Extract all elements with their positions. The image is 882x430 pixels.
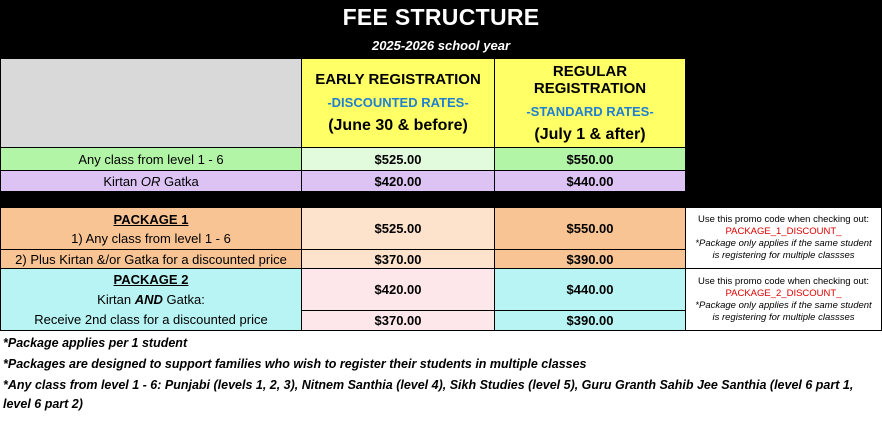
- footnote-1: *Package applies per 1 student: [3, 336, 188, 350]
- package-1-promo-box: [685, 207, 882, 269]
- package-1-promo-note-1: *Package only applies if the same student: [695, 238, 872, 249]
- package-2-early-price: $420.00: [301, 268, 495, 311]
- kirtan-or-gatka-early-price: $420.00: [301, 170, 495, 192]
- footnote-2: *Packages are designed to support families who wish to register their students in multiple classes: [3, 357, 587, 371]
- package-1-line-1: 1) Any class from level 1 - 6: [71, 230, 231, 246]
- package-1-promo-code: PACKAGE_1_DISCOUNT_: [725, 226, 842, 237]
- package-2-early-addon-price: $370.00: [301, 310, 495, 331]
- package-1-label: [0, 207, 302, 250]
- package-1-promo-intro: Use this promo code when checking out:: [697, 214, 870, 225]
- package-2-label: [0, 268, 302, 331]
- page-title: FEE STRUCTURE: [342, 4, 540, 30]
- regular-registration-title: REGULAR REGISTRATION: [533, 62, 647, 97]
- package-2-line-2: Receive 2nd class for a discounted price: [34, 311, 268, 327]
- early-registration-header: [301, 58, 495, 148]
- package-2-gatka-text: Gatka:: [162, 291, 205, 307]
- package-2-title: PACKAGE 2: [113, 271, 189, 287]
- spacer-row: [0, 191, 686, 208]
- early-registration-subtitle: -DISCOUNTED RATES-: [327, 95, 469, 110]
- package-2-promo-note-1: *Package only applies if the same student: [695, 299, 872, 311]
- or-text: OR: [140, 173, 161, 189]
- header-blank-cell: [0, 58, 302, 148]
- kirtan-or-gatka-regular-price: $440.00: [494, 170, 686, 192]
- package-2-regular-price: $440.00: [494, 268, 686, 311]
- package-1-promo-note-2: is registering for multiple classses: [712, 250, 855, 261]
- regular-registration-header: [494, 58, 686, 148]
- kirtan-or-gatka-label: [0, 170, 302, 192]
- package-2-promo-box: [685, 268, 882, 331]
- package-2-kirtan-text: Kirtan: [97, 291, 135, 307]
- header-right-black-fill: [686, 58, 882, 207]
- package-2-line-1: [97, 290, 205, 310]
- package-1-line-2: 2) Plus Kirtan &/or Gatka for a discounted price: [0, 249, 302, 269]
- package-1-early-addon-price: $370.00: [301, 249, 495, 269]
- any-class-regular-price: $550.00: [494, 147, 686, 171]
- regular-registration-subtitle: -STANDARD RATES-: [526, 103, 654, 119]
- package-2-promo-intro: Use this promo code when checking out:: [697, 275, 870, 287]
- page-subtitle: 2025-2026 school year: [371, 38, 511, 53]
- regular-registration-date: (July 1 & after): [534, 125, 646, 143]
- package-2-promo-code: PACKAGE_2_DISCOUNT_: [725, 287, 842, 299]
- package-1-regular-addon-price: $390.00: [494, 249, 686, 269]
- package-2-and-text: AND: [134, 291, 163, 307]
- any-class-label: Any class from level 1 - 6: [0, 147, 302, 171]
- any-class-early-price: $525.00: [301, 147, 495, 171]
- early-registration-date: (June 30 & before): [328, 117, 468, 134]
- package-2-promo-note-2: is registering for multiple classses: [712, 311, 855, 323]
- early-registration-title: EARLY REGISTRATION: [315, 71, 481, 88]
- package-1-regular-price: $550.00: [494, 207, 686, 250]
- footnote-3: *Any class from level 1 - 6: Punjabi (levels 1, 2, 3), Nitnem Santhia (level 4), Sikh Studies (level 5), Guru Granth Sahib Jee Santhia (level 6 part 1, level 6 part 2): [3, 378, 854, 411]
- package-1-early-price: $525.00: [301, 207, 495, 250]
- package-1-title: PACKAGE 1: [113, 211, 189, 227]
- kirtan-text: Kirtan: [103, 173, 141, 189]
- package-2-regular-addon-price: $390.00: [494, 310, 686, 331]
- footnotes: [3, 333, 881, 414]
- gatka-text: Gatka: [160, 173, 199, 189]
